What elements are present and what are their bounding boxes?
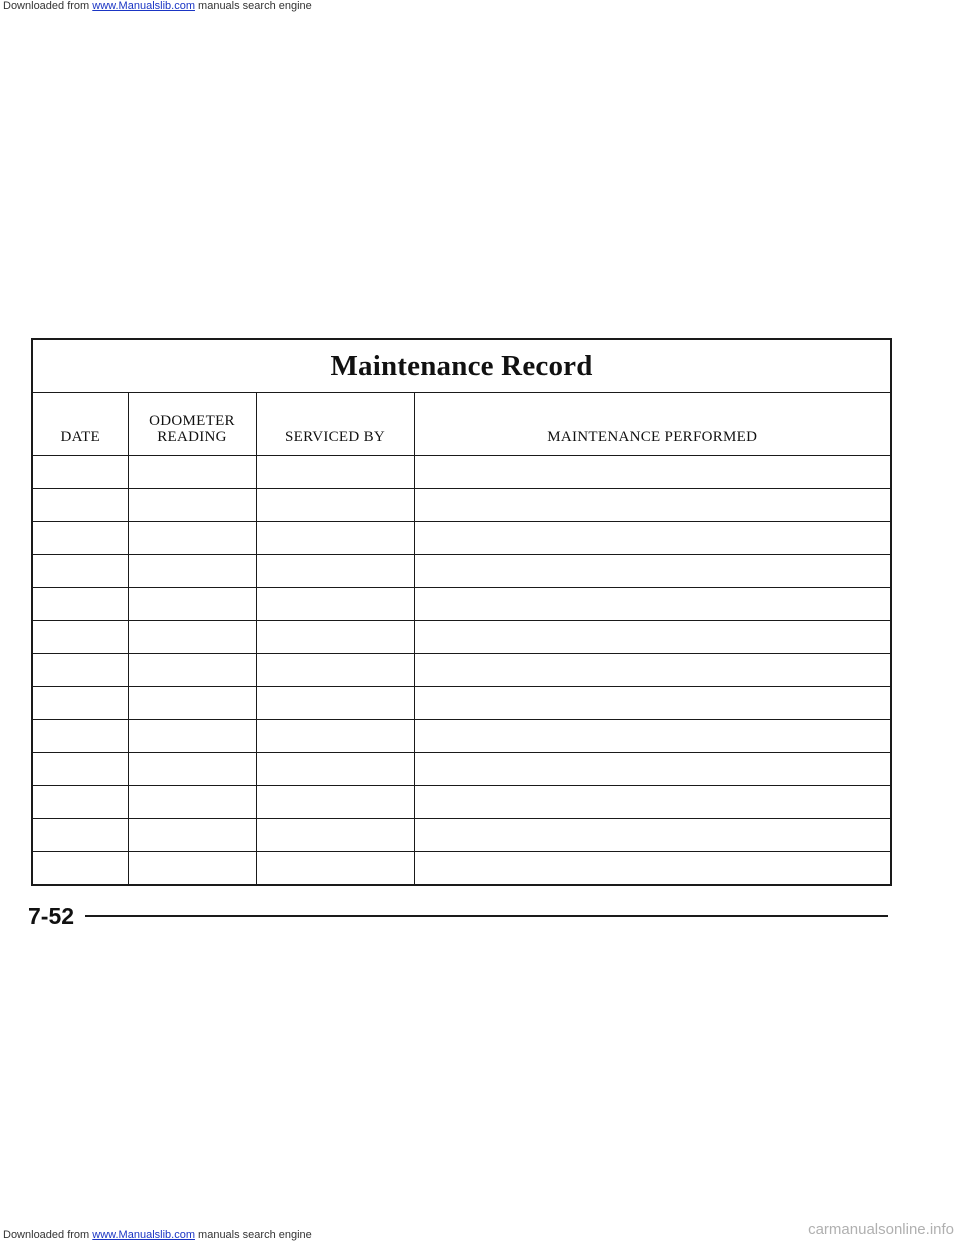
table-cell bbox=[128, 456, 256, 489]
table-row bbox=[32, 852, 891, 886]
title-row bbox=[32, 339, 891, 393]
download-watermark-bottom bbox=[3, 1229, 312, 1241]
table-cell bbox=[128, 489, 256, 522]
column-header-date bbox=[32, 393, 128, 456]
table-row bbox=[32, 819, 891, 852]
watermark-suffix: manuals search engine bbox=[194, 1229, 312, 1241]
table-cell bbox=[128, 522, 256, 555]
table-cell bbox=[32, 753, 128, 786]
table-row bbox=[32, 588, 891, 621]
table-row bbox=[32, 621, 891, 654]
table-body bbox=[32, 456, 891, 886]
table-cell bbox=[128, 819, 256, 852]
column-header-maintenance-performed bbox=[414, 393, 891, 456]
column-header-line: MAINTENANCE PERFORMED bbox=[547, 429, 758, 445]
footer-rule bbox=[85, 915, 888, 917]
table-cell bbox=[256, 786, 414, 819]
table-cell bbox=[32, 687, 128, 720]
table-cell bbox=[32, 621, 128, 654]
table-cell bbox=[32, 489, 128, 522]
column-header-odometer-reading bbox=[128, 393, 256, 456]
table-cell bbox=[256, 753, 414, 786]
column-header-line: DATE bbox=[60, 429, 101, 445]
table-cell bbox=[256, 489, 414, 522]
watermark-suffix: manuals search engine bbox=[194, 0, 312, 12]
table-cell bbox=[414, 786, 891, 819]
table-cell bbox=[256, 720, 414, 753]
manualslib-link[interactable]: www.Manualslib.com bbox=[92, 0, 195, 12]
table-title: Maintenance Record bbox=[32, 339, 891, 393]
table-cell bbox=[256, 852, 414, 886]
download-watermark bbox=[3, 0, 312, 12]
table-cell bbox=[128, 588, 256, 621]
table-cell bbox=[414, 753, 891, 786]
site-watermark: carmanualsonline.info bbox=[808, 1221, 954, 1238]
table-cell bbox=[256, 456, 414, 489]
table-cell bbox=[414, 819, 891, 852]
table-cell bbox=[32, 786, 128, 819]
table-cell bbox=[414, 687, 891, 720]
table-cell bbox=[256, 522, 414, 555]
table-cell bbox=[414, 720, 891, 753]
table-cell bbox=[128, 786, 256, 819]
page-number: 7-52 bbox=[28, 903, 75, 929]
table-cell bbox=[414, 588, 891, 621]
watermark-prefix: Downloaded from bbox=[3, 0, 93, 12]
table-cell bbox=[32, 522, 128, 555]
table-cell bbox=[256, 819, 414, 852]
table-cell bbox=[256, 654, 414, 687]
table-cell bbox=[256, 555, 414, 588]
table-row bbox=[32, 687, 891, 720]
maintenance-record-table bbox=[31, 338, 892, 886]
column-header-line: SERVICED BY bbox=[284, 429, 386, 445]
table-cell bbox=[32, 852, 128, 886]
table-cell bbox=[256, 588, 414, 621]
table-row bbox=[32, 753, 891, 786]
table-row bbox=[32, 489, 891, 522]
table-cell bbox=[128, 720, 256, 753]
table-cell bbox=[256, 621, 414, 654]
page-footer bbox=[28, 902, 888, 930]
table-row bbox=[32, 654, 891, 687]
table-cell bbox=[128, 753, 256, 786]
column-header-serviced-by bbox=[256, 393, 414, 456]
table-cell bbox=[414, 456, 891, 489]
table-cell bbox=[414, 489, 891, 522]
table-cell bbox=[414, 555, 891, 588]
table-cell bbox=[32, 588, 128, 621]
table-cell bbox=[414, 852, 891, 886]
table-cell bbox=[128, 852, 256, 886]
watermark-prefix: Downloaded from bbox=[3, 1229, 93, 1241]
table-cell bbox=[32, 555, 128, 588]
table-cell bbox=[128, 621, 256, 654]
table-row bbox=[32, 522, 891, 555]
table-row bbox=[32, 720, 891, 753]
table-cell bbox=[32, 819, 128, 852]
table-cell bbox=[32, 654, 128, 687]
table-cell bbox=[256, 687, 414, 720]
table-row bbox=[32, 786, 891, 819]
table-cell bbox=[414, 522, 891, 555]
column-header-line: READING bbox=[157, 429, 227, 445]
table-row bbox=[32, 555, 891, 588]
table-cell bbox=[32, 720, 128, 753]
table-cell bbox=[128, 687, 256, 720]
header-row bbox=[32, 393, 891, 456]
table-row bbox=[32, 456, 891, 489]
table-cell bbox=[128, 654, 256, 687]
table-cell bbox=[128, 555, 256, 588]
manualslib-link[interactable]: www.Manualslib.com bbox=[92, 1229, 195, 1241]
table-cell bbox=[414, 654, 891, 687]
table-cell bbox=[414, 621, 891, 654]
table-cell bbox=[32, 456, 128, 489]
column-header-line: ODOMETER bbox=[149, 413, 235, 429]
